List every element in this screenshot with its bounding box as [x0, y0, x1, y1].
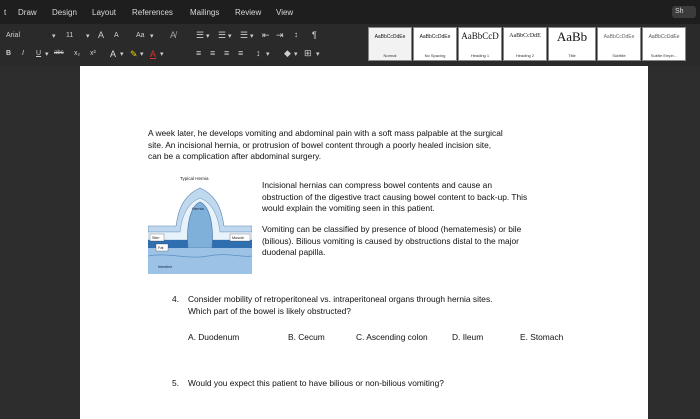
style-heading-2[interactable]: [503, 27, 547, 61]
shading-chevron-icon[interactable]: ▾: [294, 51, 298, 58]
text-line: A week later, he develops vomiting and abdominal pain with a soft mass palpable at the surgical: [148, 128, 503, 138]
skin-label: Skin: [152, 236, 160, 240]
change-case-button[interactable]: Aa: [136, 32, 145, 39]
option-d[interactable]: D. Ileum: [452, 332, 484, 342]
pilcrow-button[interactable]: ¶: [312, 30, 317, 40]
question-4-line: Consider mobility of retroperitoneal vs. intraperitoneal organs through hernia sites.: [188, 294, 493, 304]
subscript-button[interactable]: x₂: [74, 50, 81, 57]
sort-icon[interactable]: ↕: [294, 30, 298, 39]
change-case-chevron-icon[interactable]: ▾: [150, 33, 154, 40]
style-caption: Title: [568, 53, 576, 58]
text-line: (bilious). Bilious vomiting is caused by obstructions distal to the major: [262, 235, 519, 246]
menu-tab-draw[interactable]: Draw: [18, 8, 37, 17]
text-line: Vomiting can be classified by presence of blood (hematemesis) or bile: [262, 224, 522, 234]
question-5-number: 5.: [172, 378, 179, 388]
style-sample: AaBbCcDdEe: [419, 34, 451, 40]
shading-icon[interactable]: ◆: [284, 48, 291, 58]
question-4-line: Which part of the bowel is likely obstructed?: [188, 305, 351, 316]
style-sample: AaBbCcDdEe: [648, 34, 680, 40]
decrease-indent-icon[interactable]: ⇤: [262, 30, 270, 40]
highlight-color-icon[interactable]: ✎: [130, 49, 138, 59]
option-c[interactable]: C. Ascending colon: [356, 332, 428, 342]
style-caption: Normal: [383, 53, 397, 58]
text-line: can be a complication after abdominal surgery.: [148, 151, 322, 161]
fat-label: Fat: [158, 246, 164, 250]
font-color-button[interactable]: A: [150, 49, 157, 59]
menu-tab-design[interactable]: Design: [52, 8, 77, 17]
clear-formatting-icon[interactable]: A̸: [170, 30, 177, 40]
style-heading-1[interactable]: [458, 27, 502, 61]
align-right-icon[interactable]: ≡: [224, 48, 230, 58]
font-name-dropdown[interactable]: Arial: [6, 32, 21, 39]
underline-chevron-icon[interactable]: ▾: [45, 51, 49, 58]
shrink-font-button[interactable]: A: [114, 32, 119, 39]
multilevel-list-icon[interactable]: ☰: [240, 30, 249, 40]
question-4-number: 4.: [172, 294, 179, 304]
document-canvas[interactable]: [0, 66, 700, 419]
justify-icon[interactable]: ≡: [238, 48, 244, 58]
option-e[interactable]: E. Stomach: [520, 332, 564, 342]
line-spacing-chevron-icon[interactable]: ▾: [266, 51, 270, 58]
borders-chevron-icon[interactable]: ▾: [316, 51, 320, 58]
style-normal[interactable]: [368, 27, 412, 61]
text-line: would explain the vomiting seen in this patient.: [262, 203, 435, 213]
style-sample: AaBb: [556, 29, 588, 44]
menu-tab-references[interactable]: References: [132, 8, 173, 17]
style-sample: AaBbCcD: [461, 31, 499, 41]
bullets-chevron-icon[interactable]: ▾: [206, 33, 210, 40]
document-page[interactable]: [80, 66, 648, 419]
menu-tab-view[interactable]: View: [276, 8, 294, 17]
bold-button[interactable]: B: [6, 50, 12, 57]
menu-tab-truncated[interactable]: t: [4, 8, 7, 17]
align-center-icon[interactable]: ≡: [210, 48, 216, 58]
font-size-dropdown[interactable]: 11: [66, 32, 74, 39]
figure-title: Typical Hernia: [180, 176, 209, 181]
option-b[interactable]: B. Cecum: [288, 332, 325, 342]
option-a[interactable]: A. Duodenum: [188, 332, 240, 342]
ribbon: [0, 24, 700, 67]
style-sample: AaBbCcDdE: [509, 33, 541, 39]
styles-gallery: [368, 27, 700, 63]
underline-button[interactable]: U: [36, 50, 42, 57]
style-sample: AaBbCcDdEe: [603, 34, 635, 40]
superscript-button[interactable]: x²: [90, 50, 96, 57]
numbering-chevron-icon[interactable]: ▾: [228, 33, 232, 40]
style-subtle-emphasis[interactable]: [642, 27, 686, 61]
text-line: obstruction of the digestive tract causing bowel content to back-up. This: [262, 191, 528, 202]
text-effects-button[interactable]: A: [110, 49, 117, 59]
menu-tab-review[interactable]: Review: [235, 8, 262, 17]
text-line: duodenal papilla.: [262, 247, 326, 257]
style-caption: Heading 1: [470, 53, 490, 58]
style-caption: Subtle Emph...: [650, 53, 678, 58]
style-no-spacing[interactable]: [413, 27, 457, 61]
font-color-chevron-icon[interactable]: ▾: [160, 51, 164, 58]
multilevel-chevron-icon[interactable]: ▾: [250, 33, 254, 40]
style-title[interactable]: [548, 27, 596, 61]
text-line: site. An incisional hernia, or protrusion of bowel content through a poorly healed incision site,: [148, 139, 492, 150]
numbering-icon[interactable]: ☰: [218, 30, 227, 40]
line-spacing-icon[interactable]: ↕: [256, 48, 261, 58]
highlight-chevron-icon[interactable]: ▾: [140, 51, 144, 58]
menu-tab-layout[interactable]: Layout: [92, 8, 117, 17]
style-caption: Subtitle: [612, 53, 626, 58]
strikethrough-button[interactable]: abc: [54, 50, 64, 56]
hernia-label: Hernia: [192, 206, 204, 211]
increase-indent-icon[interactable]: ⇥: [276, 30, 284, 40]
menu-tab-mailings[interactable]: Mailings: [190, 8, 220, 17]
font-name-chevron-icon[interactable]: ▾: [52, 33, 56, 40]
vomiting-paragraph: [262, 224, 521, 259]
text-line: Incisional hernias can compress bowel contents and cause an: [262, 180, 492, 190]
italic-button[interactable]: I: [22, 50, 24, 57]
style-sample: AaBbCcDdEe: [374, 34, 406, 40]
muscle-label: Muscle: [232, 236, 245, 240]
hernia-figure: [148, 172, 252, 274]
borders-icon[interactable]: ⊞: [304, 48, 312, 58]
bullets-icon[interactable]: ☰: [196, 30, 205, 40]
intestine-label: Intestine: [158, 265, 173, 269]
style-subtitle[interactable]: [597, 27, 641, 61]
hernia-diagram: [148, 172, 252, 274]
share-label: Sh: [675, 8, 684, 15]
question-5: Would you expect this patient to have bilious or non-bilious vomiting?: [188, 378, 444, 388]
share-button[interactable]: [672, 6, 696, 18]
style-caption: Heading 2: [515, 53, 535, 58]
intro-paragraph: [148, 128, 503, 163]
text-effects-chevron-icon[interactable]: ▾: [120, 51, 124, 58]
obstruction-paragraph: [262, 180, 527, 215]
align-left-icon[interactable]: ≡: [196, 48, 202, 58]
font-size-chevron-icon[interactable]: ▾: [86, 33, 90, 40]
style-caption: No Spacing: [424, 53, 446, 58]
grow-font-button[interactable]: A: [98, 30, 105, 40]
menu-bar: [0, 0, 700, 24]
question-4: [188, 294, 492, 317]
